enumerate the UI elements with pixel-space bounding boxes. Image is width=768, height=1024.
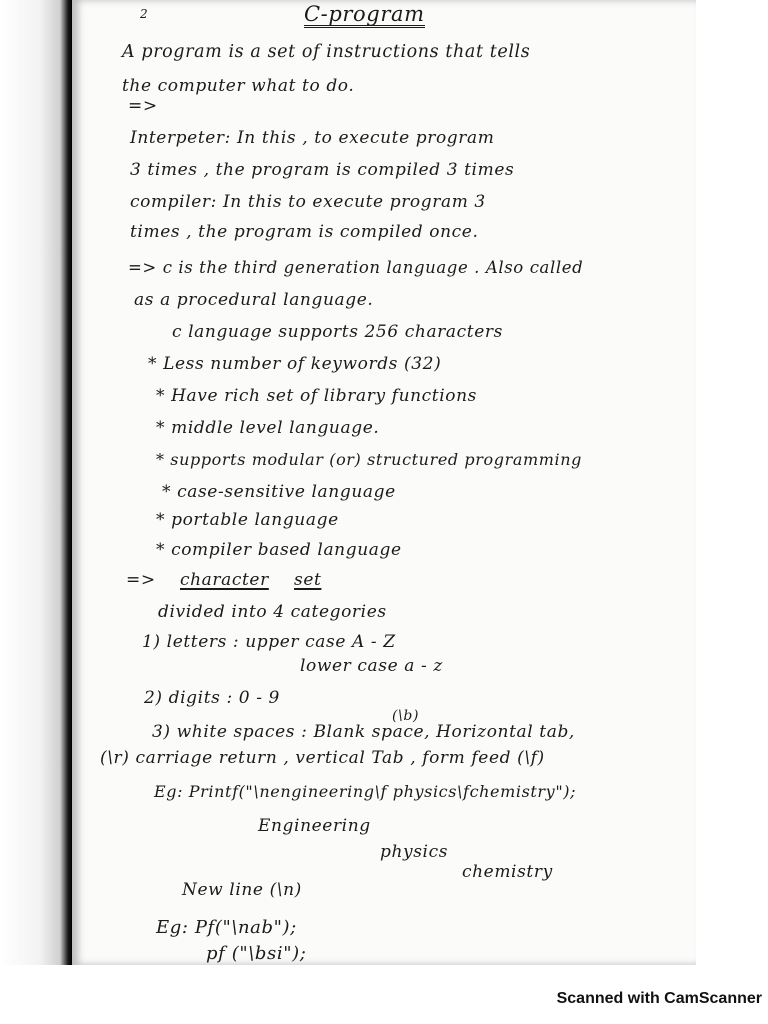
bullet-item: * Have rich set of library functions	[156, 386, 477, 406]
note-annotation: (\b)	[392, 708, 420, 724]
note-line: New line (\n)	[182, 880, 302, 900]
bullet-item: * middle level language.	[156, 418, 380, 438]
page-margin	[696, 0, 768, 965]
arrow-mark: =>	[126, 570, 156, 590]
example-line: Eg: Printf("\nengineering\f physics\fchemistry");	[154, 782, 577, 801]
section-heading: set	[294, 570, 322, 590]
bullet-item: * portable language	[156, 510, 339, 530]
section-heading: character	[180, 570, 269, 590]
scanner-watermark: Scanned with CamScanner	[556, 990, 762, 1007]
note-line: (\r) carriage return , vertical Tab , form feed (\f)	[100, 748, 545, 768]
page-number: 2	[140, 7, 149, 21]
bullet-item: * compiler based language	[156, 540, 402, 560]
note-line: times , the program is compiled once.	[130, 222, 479, 242]
output-line: physics	[380, 842, 449, 862]
note-line: divided into 4 categories	[158, 602, 387, 622]
note-line: as a procedural language.	[134, 290, 374, 310]
page-title: C-program	[304, 2, 425, 26]
bullet-item: * case-sensitive language	[162, 482, 396, 502]
note-line: lower case a - z	[300, 656, 443, 676]
bullet-item: * supports modular (or) structured programming	[156, 450, 582, 469]
arrow-mark: =>	[128, 96, 158, 116]
note-line: => c is the third generation language . Also called	[128, 258, 584, 277]
note-line: the computer what to do.	[122, 76, 355, 96]
example-line: Eg: Pf("\nab");	[156, 917, 297, 938]
note-line: Interpeter: In this , to execute program	[130, 128, 495, 148]
note-line: 3 times , the program is compiled 3 times	[130, 160, 515, 180]
note-line: c language supports 256 characters	[172, 322, 503, 342]
example-line: pf ("\bsi");	[206, 943, 307, 964]
notebook-spine-shadow	[0, 0, 72, 965]
note-line: 2) digits : 0 - 9	[144, 688, 280, 708]
note-line: 1) letters : upper case A - Z	[142, 632, 396, 652]
note-line: 3) white spaces : Blank space, Horizontal tab,	[152, 722, 575, 742]
note-line: compiler: In this to execute program 3	[130, 192, 486, 212]
notebook-sheet	[72, 0, 696, 965]
output-line: chemistry	[462, 862, 553, 882]
note-line: A program is a set of instructions that tells	[122, 42, 531, 62]
bullet-item: * Less number of keywords (32)	[148, 354, 442, 374]
output-line: Engineering	[258, 816, 371, 836]
